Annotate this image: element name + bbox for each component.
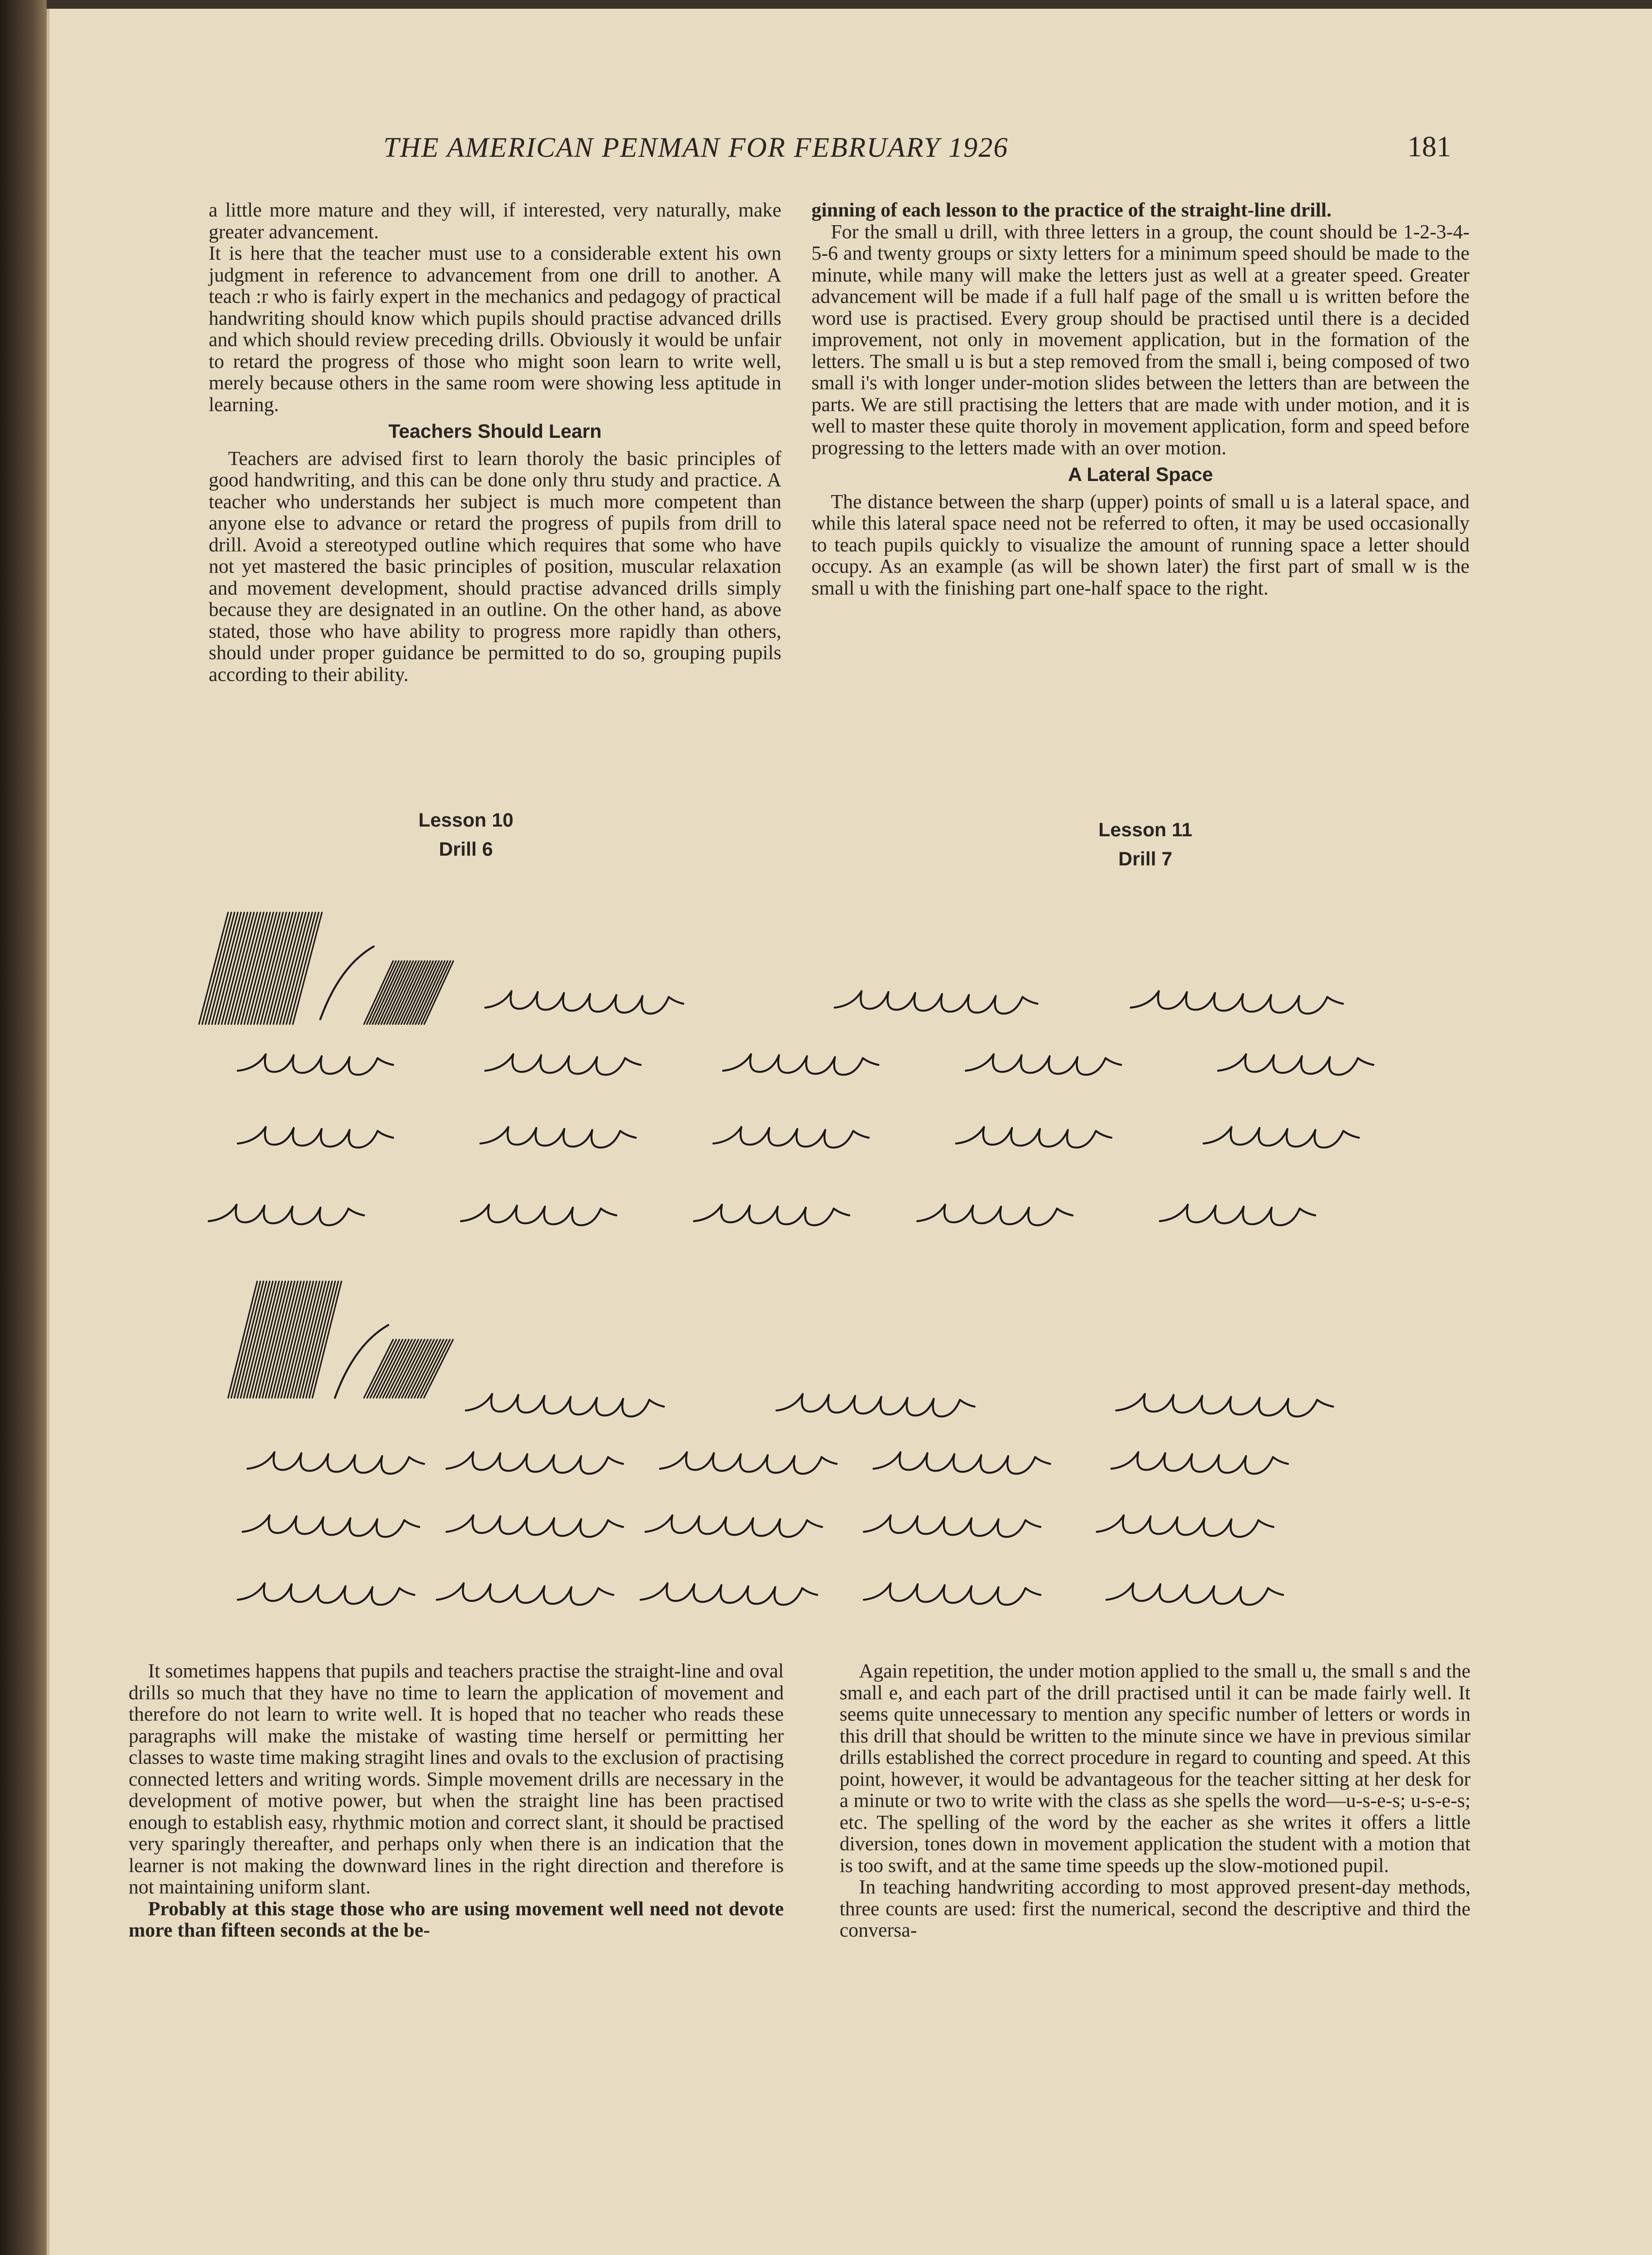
running-header: THE AMERICAN PENMAN FOR FEBRUARY 1926 [383,132,1009,163]
lesson-title: Lesson 10 [418,810,513,831]
upper-right-column [811,199,1470,598]
lower-right-column [840,1660,1470,1941]
drill-title: Drill 7 [1118,848,1173,870]
lower-left-column [129,1660,784,1941]
upper-left-column [209,199,781,685]
paragraph: For the small u drill, with three letters in a group, the count should be 1-2-3-4-5-6 and twenty groups or sixty letters for a minimum speed should be made to the minute, while many will make the letters just as well at a greater speed. Greater advancement will be made if a full half page of the small u is written before the word use is practised. Every group should be practised until there is a decided improvement, not only in movement application, but in the formation of the letters. The small u is but a step removed from the small i, being composed of two small i's with longer under-motion slides between the letters than are between the parts. We are still practising the letters that are made with under motion, and it is well to master these quite thoroly in movement application, form and speed before progressing to the letters made with an over motion. [811,220,1470,459]
paragraph: It is here that the teacher must use to a considerable extent his own judgment in reference to advancement from one drill to another. A teach :r who is fairly expert in the mechanics and pedagogy of practical handwriting should know which pupils should practise advanced drills and which should review preceding drills. Obviously it would be unfair to retard the progress of those who might soon learn to write well, merely because others in the same room were showing less aptitude in learning. [209,242,781,415]
paragraph: Teachers are advised first to learn thoroly the basic principles of good handwriting, and this can be done only thru study and practice. A teacher who understands her subject is much more competent than anyone else to advance or retard the progress of pupils from drill to drill. Avoid a stereotyped outline which requires that some who have not yet mastered the basic principles of position, muscular relaxation and movement development, should practise advanced drills simply because they are designated in an outline. On the other hand, as above stated, those who have ability to progress more rapidly than others, should under proper guidance be permitted to do so, grouping pupils according to their ability. [209,447,781,685]
book-spine-shadow [0,0,47,2255]
paragraph: In teaching handwriting according to most approved present-day methods, three counts are used: first the numerical, second the descriptive and third the conversa- [840,1875,1470,1941]
paragraph: Probably at this stage those who are using movement well need not devote more than fifteen seconds at the be- [129,1897,784,1941]
paragraph: ginning of each lesson to the practice of the straight-line drill. [811,199,1332,221]
paragraph: It sometimes happens that pupils and teachers practise the straight-line and oval drills so much that they have no time to learn the application of movement and therefore do not learn to write well. It is hoped that no teacher who reads these paragraphs will make the mistake of wasting time herself or permitting her classes to waste time making stragiht lines and ovals to the exclusion of practising connected letters and writing words. Simple movement drills are necessary in the development of motive power, but when the straight line has been practised enough to establish easy, rhythmic motion and correct slant, it should be practised very sparingly thereafter, and perhaps only when there is an indication that the learner is not making the downward lines in the right direction and therefore is not maintaining uniform slant. [129,1659,784,1898]
section-heading: A Lateral Space [1068,464,1213,485]
lesson-11-label [1048,815,1242,874]
section-heading: Teachers Should Learn [388,421,602,442]
paragraph: a little more mature and they will, if interested, very naturally, make greater advancement. [209,199,781,243]
lesson-10-label [369,806,563,864]
page-number: 181 [1407,131,1451,163]
drill-title: Drill 6 [439,839,493,860]
paragraph: The distance between the sharp (upper) points of small u is a lateral space, and while this lateral space need not be referred to often, it may be used occasionally to teach pupils quickly to visualize the amount of running space a letter should occupy. As an example (as will be shown later) the first part of small w is the small u with the finishing part one-half space to the right. [811,490,1470,599]
paragraph: Again repetition, the under motion applied to the small u, the small s and the small e, and each part of the drill practised until it can be made fairly well. It seems quite unnecessary to mention any specific number of letters or words in this drill that should be written to the minute since we have in previous similar drills established the correct procedure in regard to counting and speed. At this point, however, it would be advantageous for the teacher sitting at her desk for a minute or two to write with the class as she spells the word—u-s-e-s; u-s-e-s; etc. The spelling of the word by the eacher as she writes it offers a little diversion, tones down in movement application the student with a motion that is too swift, and at the same time speeds up the slow-motioned pupil. [840,1659,1470,1876]
lesson-title: Lesson 11 [1098,819,1192,841]
